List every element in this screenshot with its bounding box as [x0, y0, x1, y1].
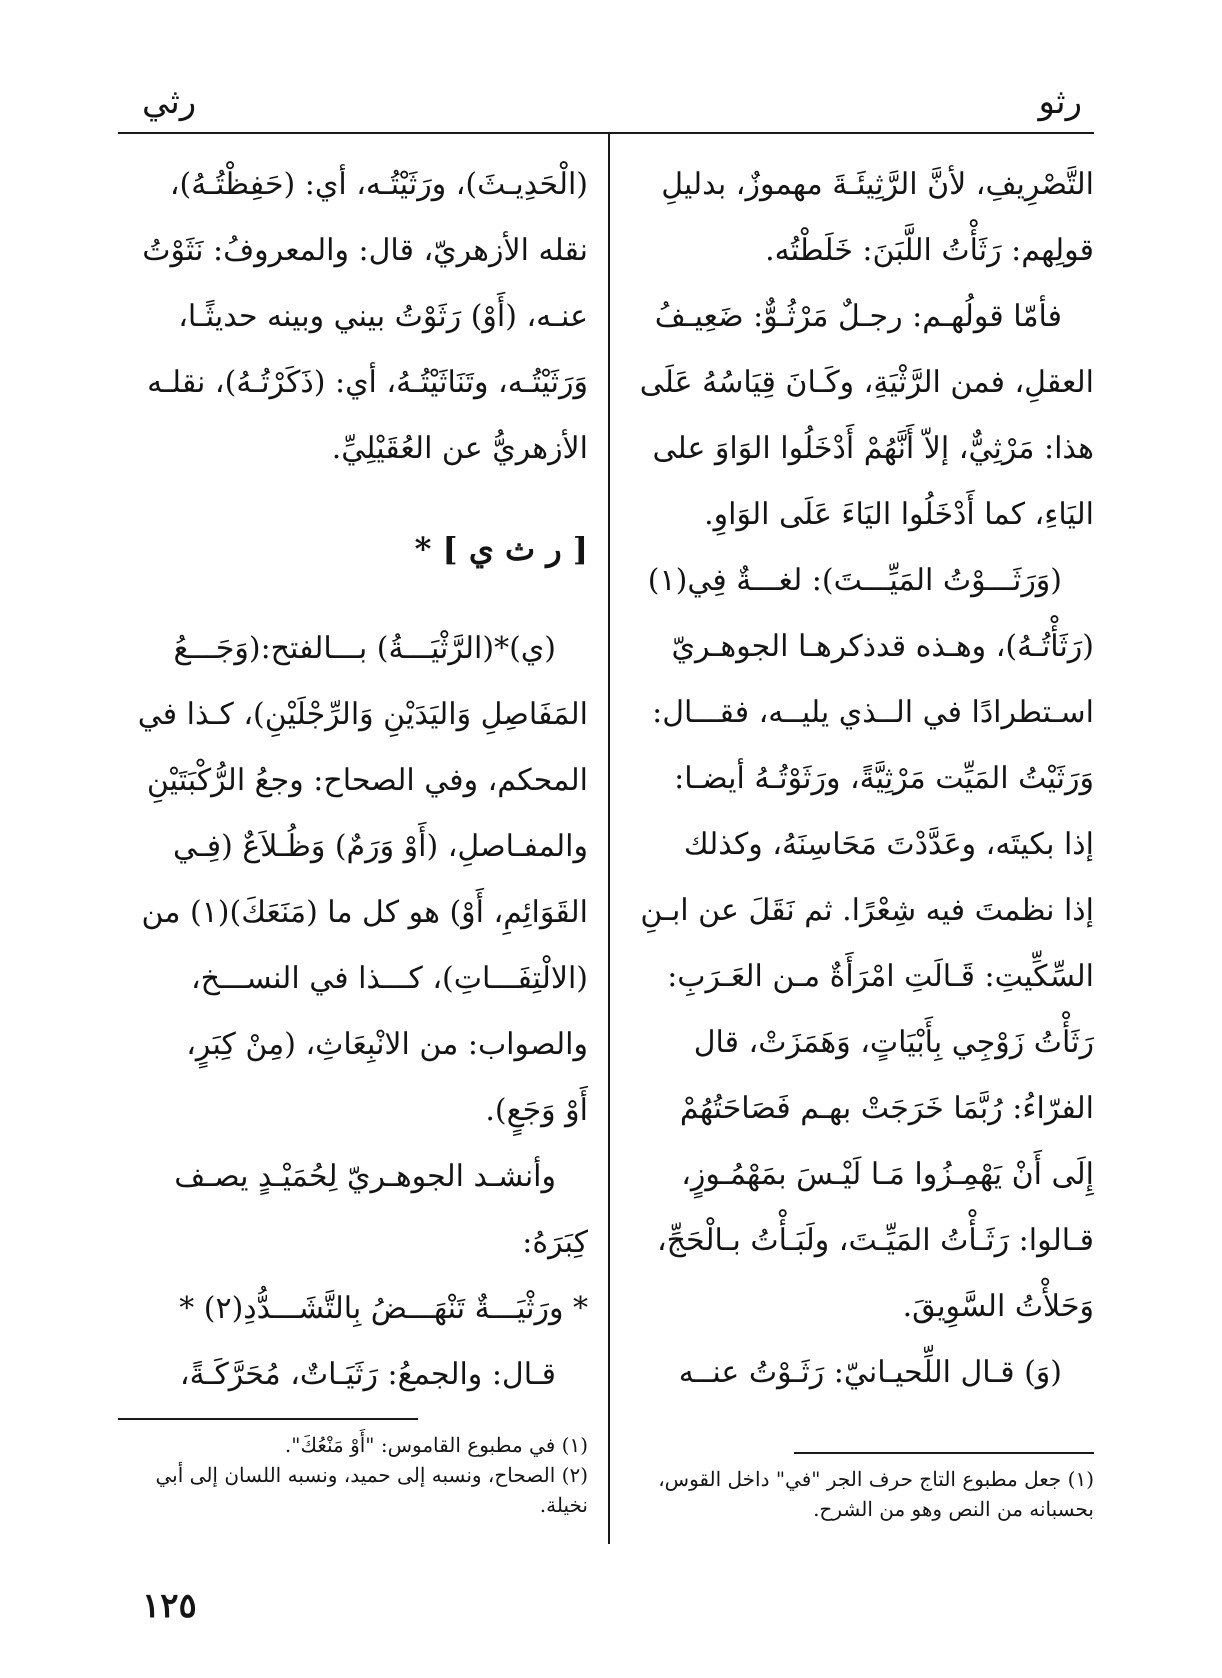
text-line: قـالوا: رَثَـأْتُ المَيِّـتَ، ولَبَـأْتُ بـالْحَجِّ،: [657, 1223, 1094, 1258]
text-line: (وَرَثَـــوْتُ المَيِّـــتَ): لغـــةٌ فِي(١): [647, 563, 1062, 598]
text-line: إذا نظمتَ فيه شِعْرًا. ثم نَقَلَ عن ابـنِ: [640, 893, 1094, 928]
text-line: الأزهريُّ عن العُقَيْلِيِّ.: [331, 431, 588, 466]
text-line: المحكم، وفي الصحاح: وجعُ الرُّكْبَتَيْنِ: [146, 763, 588, 798]
text-line: وَحَلأْتُ السَّوِيقَ.: [902, 1289, 1094, 1324]
text-line: كِبَرَهُ:: [522, 1225, 588, 1260]
text-line: العقلِ، فمن الرَّثْيَةِ، وكَـانَ قِيَاسُهُ عَلَى: [639, 365, 1094, 400]
text-line: اليَاءِ، كما أَدْخَلُوا اليَاءَ عَلَى الوَاوِ.: [704, 497, 1094, 532]
text-line: (وَ) قـال اللِّحيـانيّ: رَثَـوْتُ عنــه: [678, 1355, 1062, 1390]
text-line: إِلَى أَنْ يَهْمِـزُوا مَـا لَيْـسَ بمَهْمُـوزٍ،: [681, 1157, 1094, 1192]
header-rule: [118, 132, 1094, 134]
text-line: اسـتطرادًا في الــذي يليــه، فقـــال:: [652, 695, 1094, 730]
footnote-line: (١) جعل مطبوع التاج حرف الجر "في" داخل القوس،: [658, 1467, 1094, 1491]
right-column: [626, 152, 1094, 1406]
text-line: فأمّا قولُهـم: رجـلٌ مَرْثُـوٌّ: ضَعِيـفُ: [654, 299, 1062, 334]
text-line: (ي)*(الرَّثْيَـــةُ) بـــالفتح:(وَجَـــعُ: [173, 631, 556, 666]
text-line: هذا: مَرْثِيٌّ، إلاّ أَنَّهُمْ أَدْخَلُوا الوَاوَ على: [652, 431, 1094, 466]
footnote-line: (١) في مطبوع القاموس: "أَوْ مَنْعُكَ".: [284, 1433, 588, 1457]
header-right-word: رثو: [1038, 82, 1082, 122]
text-line: قـال: والجمعُ: رَثَيَـاتٌ، مُحَرَّكَـةً،: [179, 1357, 556, 1392]
right-footnotes: [624, 1452, 1094, 1524]
footnote-line: بحسبانه من النص وهو من الشرح.: [813, 1497, 1094, 1521]
text-line: (الالْتِفَـــاتِ)، كـــذا في النســـخ،: [190, 961, 588, 996]
text-line: رَثَأْتُ زَوْجِي بِأَبْيَاتٍ، وَهَمَزَتْ، قال: [693, 1025, 1094, 1060]
column-divider: [608, 134, 610, 1544]
left-column: [118, 152, 588, 1408]
text-line: والصواب: من الانْبِعَاثِ، (مِنْ كِبَرٍ،: [186, 1027, 588, 1062]
text-line: وأنشـد الجوهـريّ لِحُمَيْـدٍ يصـف: [174, 1159, 556, 1194]
text-line: أَوْ وَجَعٍ).: [485, 1093, 588, 1128]
text-line: عنـه، (أَوْ) رَثَوْتُ بيني وبينه حديثًـا،: [178, 299, 588, 334]
text-line: وَرَثَيْتُ المَيِّت مَرْثِيَّةً، ورَثَوْتُـهُ أيضـا:: [674, 761, 1094, 796]
poem-line: * ورَثْيَـــةٌ تَنْهَـــضُ بِالتَّشَـــدُّدِ(٢) *: [179, 1291, 588, 1326]
page-number: ١٢٥: [142, 1586, 197, 1626]
text-line: السِّكِّيتِ: قَـالَتِ امْرَأَةٌ مـن العَـرَبِ:: [667, 959, 1094, 994]
text-line: التَّصْرِيفِ، لأنَّ الرَّثِيئَـةَ مهموزٌ، بدليلِ: [661, 167, 1094, 202]
header-left-word: رثي: [142, 82, 197, 122]
text-line: والمفـاصلِ، (أَوْ وَرَمٌ) وَظُـلاَعٌ (فِـي: [172, 829, 588, 864]
text-line: القَوَائِمِ، أَوْ) هو كل ما (مَنَعَكَ)(١) من: [141, 895, 588, 930]
left-footnotes: [118, 1418, 588, 1520]
text-line: وَرَثَيْتُـه، وتَنَاثَيْتُـهُ، أي: (ذَكَرْتُـهُ)، نقلـه: [147, 365, 588, 400]
text-line: نقله الأزهريّ، قال: والمعروفُ: نَثَوْتُ: [142, 233, 588, 268]
text-line: المَفَاصِلِ وَاليَدَيْنِ وَالرِّجْلَيْنِ)، كـذا في: [137, 697, 588, 732]
footnote-rule: [118, 1418, 418, 1420]
text-line: الفرّاءُ: رُبَّمَا خَرَجَتْ بهـم فَصَاحَتُهُمْ: [679, 1091, 1094, 1126]
text-line: (رَثَأْتُـهُ)، وهـذه قدذكرهـا الجوهـريّ: [671, 629, 1094, 664]
footnote-line: (٢) الصحاح، ونسبه إلى حميد، ونسبه اللسان إلى أبي: [155, 1463, 588, 1487]
entry-heading: [ ر ث ي ] *: [414, 530, 588, 568]
text-line: (الْحَدِيـثَ)، ورَثَيْتُـه، أي: (حَفِظْتُـهُ)،: [169, 167, 588, 202]
text-line: إذا بكيتَه، وعَدَّدْتَ مَحَاسِنَهُ، وكذلك: [683, 827, 1094, 862]
footnote-rule: [794, 1452, 1094, 1454]
text-line: قولِهم: رَثَأْتُ اللَّبَنَ: خَلَطْتُه.: [765, 233, 1094, 268]
footnote-line: نخيلة.: [539, 1493, 588, 1517]
